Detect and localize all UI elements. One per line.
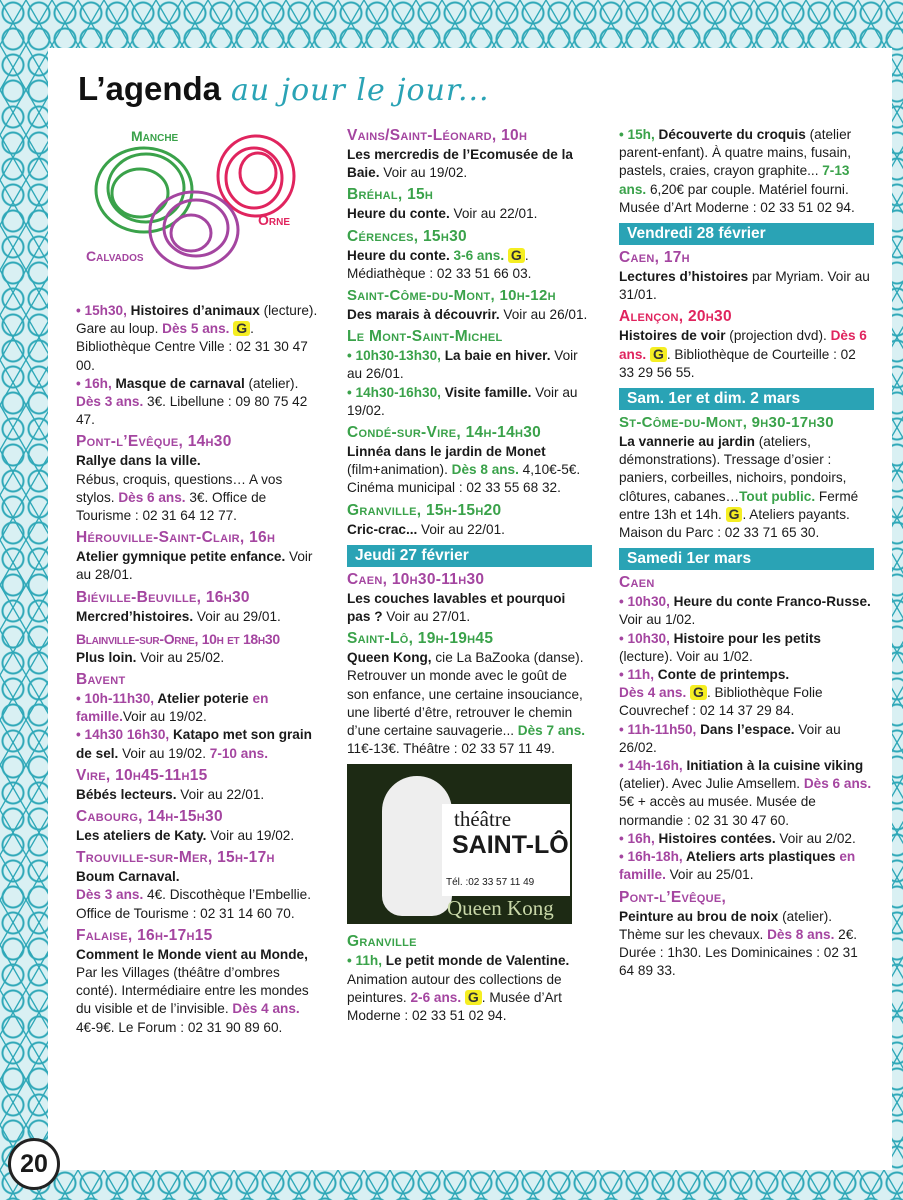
logo-text: SAINT-LÔ (452, 831, 569, 860)
event-title: Boum Carnaval. (76, 869, 180, 885)
event-text: (lecture). Gare au loup. (76, 303, 318, 337)
event-mercred (76, 608, 321, 626)
age-badge: Dès 8 ans. (767, 926, 835, 942)
event-title: Cric-crac... (347, 521, 418, 537)
age-badge: Dès 4 ans. (619, 685, 687, 701)
event-title: Heure du conte. (347, 247, 450, 263)
event-title: Linnéa dans le jardin de Monet (347, 444, 546, 460)
event-viking (619, 757, 874, 830)
event-katapo (76, 726, 321, 762)
event-text: . Bibliothèque Centre Ville : 02 31 30 47 00. (76, 321, 308, 373)
event-text: (atelier). Thème sur les chevaux. (619, 908, 833, 942)
town-heading: Hérouville-Saint-Clair, 16h (76, 529, 276, 547)
event-histoires-voir (619, 327, 874, 382)
event-bebes (76, 786, 321, 804)
logo-text: théâtre (454, 807, 512, 832)
free-g-icon: G (690, 685, 707, 700)
event-title: Ateliers arts plastiques (682, 849, 836, 865)
event-text: Voir au 25/01. (665, 867, 754, 883)
event-title: Histoire pour les petits (669, 630, 821, 646)
event-histoire-petits (619, 630, 874, 666)
age-badge: Dès 5 ans. (162, 321, 230, 337)
event-text: Voir au 1/02. (619, 612, 696, 628)
event-text: (atelier parent-enfant). À quatre mains, fusain, pastels, craies, crayon graphite... (619, 127, 852, 179)
event-title: Rallye dans la ville. (76, 453, 201, 469)
event-conte-printemps (619, 666, 874, 721)
event-title: Queen Kong, (347, 650, 432, 666)
event-time: • 15h30, (76, 303, 127, 318)
map-label-manche: Manche (131, 128, 179, 144)
event-title: Lectures d’histoires (619, 269, 749, 285)
event-text: Voir au 26/01. (499, 307, 588, 323)
event-title: Les couches lavables et pourquoi pas ? (347, 590, 566, 625)
map-label-orne: Orne (258, 212, 291, 228)
town-heading: Cérences, 15h30 (347, 227, 467, 245)
title-text: L’agenda (78, 70, 222, 107)
event-conte-franco-russe (619, 593, 874, 629)
town-heading: Pont-l’Evêque, 14h30 (76, 433, 232, 451)
event-text: Voir au 22/01. (417, 521, 505, 537)
town-heading: Bréhal, 15h (347, 186, 434, 204)
region-scribble-map (76, 118, 326, 278)
event-time: • 11h, (347, 953, 382, 969)
event-cric-crac (347, 521, 592, 539)
event-title: La vannerie au jardin (619, 434, 755, 450)
event-plus-loin (76, 649, 321, 667)
event-text: (projection dvd). (725, 328, 831, 344)
event-histoires-contees (619, 830, 874, 848)
age-badge: 7-13 ans. (619, 163, 850, 197)
event-title: Dans l’espace. (696, 721, 795, 737)
event-histoires-animaux (76, 302, 321, 375)
event-text: cie La BaZooka (danse). Retrouver un monde avec le goût de son enfance, une certaine insouciance, une liberté d’être, retrouver le chemin d’une certaine sauvagerie... (347, 650, 584, 739)
event-time: • 10h30-13h30, (347, 348, 441, 364)
town-heading: Blainville-sur-Orne, 10h et 18h30 (76, 630, 280, 647)
event-title: Mercred’histoires. (76, 608, 194, 624)
event-queen-kong (347, 649, 592, 758)
age-badge: Dès 7 ans. (517, 723, 586, 739)
column-2 (347, 126, 592, 1025)
event-masque-carnaval (76, 375, 321, 430)
free-g-icon: G (508, 248, 525, 263)
event-conte-cerences (347, 247, 592, 283)
event-text: Voir au 19/02. (379, 165, 468, 181)
event-comment-monde (76, 946, 321, 1037)
event-title: Le petit monde de Valentine. (382, 953, 570, 969)
age-badge: Dès 3 ans. (76, 394, 144, 410)
event-text: Voir au 28/01. (76, 549, 313, 583)
event-visite (347, 384, 592, 420)
theatre-logo (442, 804, 570, 896)
event-text: Rébus, croquis, questions… A vos stylos. (76, 471, 283, 505)
event-title: Histoires de voir (619, 328, 726, 344)
town-heading: Trouville-sur-Mer, 15h-17h (76, 849, 275, 867)
public-badge: Tout public. (739, 488, 816, 504)
event-time: • 10h30, (619, 594, 670, 610)
event-text: 3€. Libellune : 09 80 75 42 47. (76, 394, 308, 428)
event-text: Voir au 19/02. (347, 384, 578, 418)
event-text: Voir au 19/02. (122, 709, 207, 725)
event-text: 3€. Office de Tourisme : 02 31 64 12 77. (76, 489, 267, 524)
event-croquis (619, 126, 874, 217)
event-ecomusee (347, 146, 592, 182)
event-text: (ateliers, démonstrations). Tressage d’osier : paniers, corbeilles, nichoirs, pondoirs, clôtures, cabanes… (619, 434, 847, 504)
logo-phone: Tél. :02 33 57 11 49 (446, 877, 535, 889)
event-time: • 11h, (619, 667, 654, 683)
event-text: par Myriam. Voir au 31/01. (619, 269, 870, 303)
event-time: • 16h, (619, 830, 655, 846)
age-badge: 3-6 ans. (449, 247, 505, 263)
event-title: Heure du conte Franco-Russe. (669, 594, 871, 610)
event-text: Voir au 2/02. (775, 830, 856, 846)
event-text: 2€. Durée : 1h30. Les Dominicaines : 02 31 64 89 33. (619, 926, 858, 979)
event-text: . Médiathèque : 02 33 51 66 03. (347, 247, 532, 281)
age-badge: 2-6 ans. (410, 989, 462, 1005)
event-text: 4€. Discothèque l’Embellie. Office de Tourisme : 02 31 14 60 70. (76, 887, 312, 921)
event-text: 11€-13€. Théâtre : 02 33 57 11 49. (347, 741, 555, 757)
event-time: • 14h30 16h30, (76, 727, 170, 743)
event-couches (347, 590, 592, 626)
town-heading: Falaise, 16h-17h15 (76, 926, 213, 944)
town-heading: St-Côme-du-Mont, 9h30-17h30 (619, 414, 834, 432)
town-heading: Condé-sur-Vire, 14h-14h30 (347, 424, 542, 442)
event-text: 6,20€ par couple. Matériel fourni. Musée d’Art Moderne : 02 33 51 02 94. (619, 181, 855, 215)
event-text: (lecture). Voir au 1/02. (619, 648, 753, 664)
event-katy (76, 827, 321, 845)
event-text: Voir au 29/01. (193, 608, 281, 624)
age-badge: Dès 8 ans. (451, 462, 519, 478)
event-text: (atelier). (244, 375, 299, 391)
event-title: Heure du conte. (347, 206, 450, 222)
event-vannerie (619, 433, 874, 542)
event-text: Voir au 25/02. (136, 649, 225, 665)
column-3 (619, 126, 874, 980)
day-header: Vendredi 28 février (619, 223, 874, 245)
event-time: • 10h30, (619, 630, 670, 646)
event-time: • 16h, (76, 375, 112, 391)
town-heading: Le Mont-Saint-Michel (347, 328, 503, 346)
age-badge: Dès 6 ans. (118, 489, 186, 505)
event-text: 5€ + accès au musée. Musée de normandie : 02 31 30 47 60. (619, 794, 816, 828)
event-text: Voir au 19/02. (118, 745, 210, 761)
page-title (78, 70, 490, 108)
queen-kong-photo (347, 764, 572, 924)
family-badge: en famille. (76, 691, 269, 725)
title-subtitle: au jour le jour... (231, 73, 490, 108)
event-text: . Ateliers payants. Maison du Parc : 02 33 71 65 30. (619, 506, 850, 541)
event-time: • 14h-16h, (619, 758, 683, 774)
event-marais (347, 306, 592, 324)
event-text: Par les Villages (théâtre d’ombres conté). Intermédiaire entre les mondes du visible et de l’invisible. (76, 965, 309, 1017)
event-lectures (619, 268, 874, 304)
event-gym (76, 548, 321, 584)
event-title: Plus loin. (76, 649, 137, 665)
event-text: Voir au 26/02. (619, 721, 841, 755)
event-linnea (347, 443, 592, 498)
event-boum (76, 868, 321, 923)
town-heading: Granville, 15h-15h20 (347, 501, 502, 519)
event-time: • 14h30-16h30, (347, 384, 441, 400)
town-heading: Caen (619, 574, 655, 592)
event-espace (619, 721, 874, 757)
free-g-icon: G (726, 507, 743, 522)
column-1 (76, 302, 321, 1037)
event-arts-plastiques (619, 848, 874, 884)
event-title: Masque de carnaval (111, 375, 245, 391)
event-rallye (76, 452, 321, 525)
page (48, 48, 892, 1170)
event-poterie (76, 690, 321, 726)
event-text: (film+animation). (347, 462, 452, 478)
event-text: 4€-9€. Le Forum : 02 31 90 89 60. (76, 1019, 283, 1035)
town-heading: Pont-l’Evêque, (619, 888, 727, 906)
age-badge: Dès 3 ans. (76, 887, 144, 903)
event-title: Atelier poterie (154, 691, 249, 707)
day-header: Sam. 1er et dim. 2 mars (619, 388, 874, 410)
event-title: Peinture au brou de noix (619, 908, 779, 924)
town-heading: Caen, 10h30-11h30 (347, 570, 485, 588)
town-heading: Alençon, 20h30 (619, 308, 732, 326)
age-badge: Dès 4 ans. (232, 1001, 300, 1017)
event-title: Découverte du croquis (654, 127, 806, 142)
event-text: . Musée d’Art Moderne : 02 33 51 02 94. (347, 989, 562, 1024)
event-text: Fermé entre 13h et 14h. (619, 488, 859, 522)
event-text: . Bibliothèque de Courteille : 02 33 29 56 55. (619, 346, 856, 380)
event-title: Visite famille. (440, 384, 532, 400)
town-heading: Caen, 17h (619, 249, 690, 267)
event-time: • 16h-18h, (619, 849, 683, 865)
event-text: Voir au 27/01. (382, 609, 471, 625)
family-badge: en famille. (619, 849, 856, 883)
event-title: Histoires d’animaux (126, 303, 260, 318)
event-title: Conte de printemps. (654, 667, 790, 683)
event-title: Katapo met son grain de sel. (76, 727, 312, 761)
town-heading: Saint-Côme-du-Mont, 10h-12h (347, 287, 556, 305)
town-heading: Vire, 10h45-11h15 (76, 766, 208, 784)
free-g-icon: G (233, 321, 250, 336)
town-heading: Saint-Lô, 19h-19h45 (347, 630, 494, 648)
event-title: Comment le Monde vient au Monde, (76, 946, 308, 962)
event-conte-brehal (347, 205, 592, 223)
event-title: Bébés lecteurs. (76, 786, 177, 802)
map-label-calvados: Calvados (86, 248, 144, 264)
event-title: Les ateliers de Katy. (76, 828, 207, 844)
event-brou-noix (619, 908, 874, 981)
event-text: Voir au 26/01. (347, 348, 578, 382)
event-time: • 15h, (619, 127, 655, 142)
event-time: • 10h-11h30, (76, 691, 155, 707)
day-header: Samedi 1er mars (619, 548, 874, 570)
event-text: 4,10€-5€. Cinéma municipal : 02 33 55 68 32. (347, 462, 581, 496)
event-title: Atelier gymnique petite enfance. (76, 549, 286, 565)
free-g-icon: G (650, 347, 667, 362)
page-number: 20 (8, 1138, 60, 1190)
free-g-icon: G (465, 990, 482, 1005)
event-title: Histoires contées. (654, 830, 776, 846)
event-text: Voir au 19/02. (206, 828, 295, 844)
age-badge: Dès 6 ans. (619, 328, 867, 362)
event-text: . Bibliothèque Folie Couvrechef : 02 14 37 29 84. (619, 685, 823, 719)
event-text: Animation autour des collections de peintures. (347, 971, 562, 1005)
town-heading: Granville (347, 933, 417, 951)
town-heading: Vains/Saint-Léonard, 10h (347, 127, 528, 144)
event-title: Les mercredis de l’Ecomusée de la Baie. (347, 147, 573, 181)
event-text: (atelier). Avec Julie Amsellem. (619, 776, 804, 792)
event-valentine (347, 952, 592, 1025)
event-text: Voir au 22/01. (176, 786, 265, 802)
town-heading: Bavent (76, 671, 126, 689)
photo-caption: Queen Kong (447, 896, 554, 921)
event-title: Initiation à la cuisine viking (682, 758, 864, 774)
event-text: Voir au 22/01. (449, 206, 538, 222)
town-heading: Biéville-Beuville, 16h30 (76, 588, 250, 606)
event-baie (347, 347, 592, 383)
town-heading: Cabourg, 14h-15h30 (76, 808, 223, 826)
day-header: Jeudi 27 février (347, 545, 592, 567)
event-time: • 11h-11h50, (619, 721, 697, 737)
event-title: La baie en hiver. (440, 348, 551, 364)
age-badge: Dès 6 ans. (803, 776, 872, 792)
age-badge: 7-10 ans. (209, 745, 268, 761)
event-title: Des marais à découvrir. (347, 307, 500, 323)
